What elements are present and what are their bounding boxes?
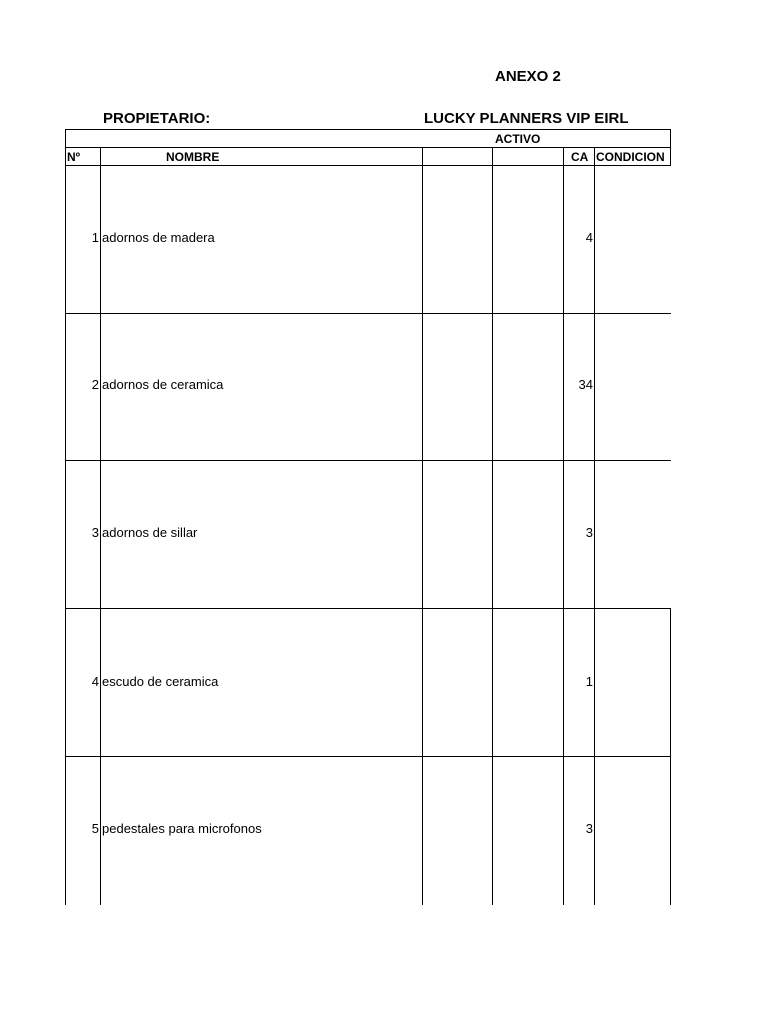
row-number: 3 xyxy=(91,525,99,540)
table-top-border xyxy=(65,129,671,130)
col-divider xyxy=(422,147,423,905)
document-title: ANEXO 2 xyxy=(495,68,561,85)
row-name: escudo de ceramica xyxy=(102,674,219,689)
col-divider xyxy=(594,147,595,905)
row-divider xyxy=(65,756,671,757)
row-qty: 3 xyxy=(585,821,593,836)
row-name: adornos de ceramica xyxy=(102,377,224,392)
row-number: 5 xyxy=(91,821,99,836)
row-qty: 4 xyxy=(585,230,593,245)
col-divider xyxy=(492,147,493,905)
row-divider xyxy=(65,313,671,314)
row-divider xyxy=(65,608,671,609)
row-number: 1 xyxy=(91,230,99,245)
row-qty: 3 xyxy=(585,525,593,540)
row-name: adornos de sillar xyxy=(102,525,198,540)
col-divider xyxy=(100,147,101,905)
header-bottom-border xyxy=(65,165,671,166)
table-right-border xyxy=(670,608,671,905)
header-qty: CA xyxy=(571,150,589,164)
row-name: pedestales para microfonos xyxy=(102,821,262,836)
row-divider xyxy=(65,460,671,461)
row-qty: 1 xyxy=(585,674,593,689)
header-name: NOMBRE xyxy=(166,150,220,164)
group-header-border xyxy=(65,147,671,148)
row-number: 2 xyxy=(91,377,99,392)
row-qty: 34 xyxy=(578,377,593,392)
group-header-activo: ACTIVO xyxy=(495,132,541,146)
row-number: 4 xyxy=(91,674,99,689)
table-right-border xyxy=(670,129,671,166)
row-name: adornos de madera xyxy=(102,230,215,245)
header-condition: CONDICION xyxy=(596,150,665,164)
owner-value: LUCKY PLANNERS VIP EIRL xyxy=(424,110,629,127)
owner-label: PROPIETARIO: xyxy=(103,110,211,127)
header-num: Nº xyxy=(67,150,81,164)
